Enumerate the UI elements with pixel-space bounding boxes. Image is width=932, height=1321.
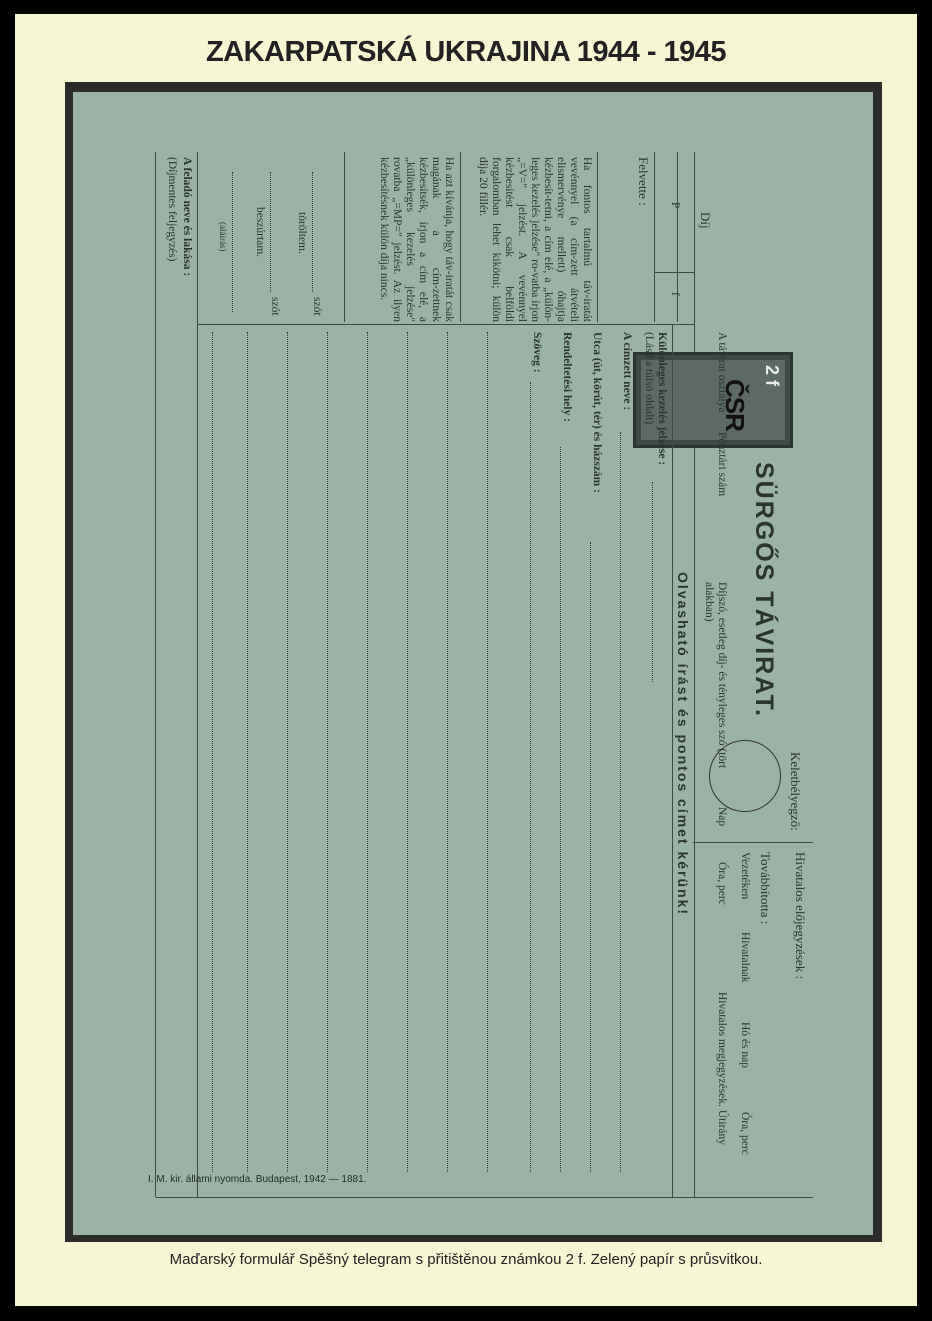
form-bottom-rule [155,152,156,1197]
keletbelyegzo-label: Keletbélyegző: [788,752,803,831]
stamp-value: 2 f [762,365,782,387]
nap-label: Nap [716,807,728,827]
telegram-form [73,92,873,1235]
note-rule [460,152,461,322]
pf-rule [654,152,655,322]
note2-rule [344,152,345,322]
p-label: P [669,202,681,209]
alairas-label: (aláírás) [218,222,228,252]
page-title: ZAKARPATSKÁ UKRAJINA 1944 - 1945 [205,36,727,68]
note-receipt: Ha fontos tartalmú táv-iratát vevénnyel (a cím-zett átvételi elismervénye mellett) óhajtja kézbesít-tetni, a cím elé, a „külön-leges kezelés jelzése" ro-vatba írjon „=V=" jelzést. A vevénnyel kézbesítést csak belföldi forgalomban lehet kikötni; külön díja 20 fillér. [477,157,593,322]
form-heading: SÜRGŐS TÁVIRAT. [750,462,778,718]
dijszo-label: Díjszó, esetleg díj- és tényleges szó (tört alakban) [703,582,728,769]
stamp-overprint: ČSR [720,379,750,431]
page-caption: Maďarský formulář Spěšný telegram s přitištěnou známkou 2 f. Zelený papír s průsvitkou. [169,1251,763,1268]
beszurtam-label: beszúrtam. [254,207,266,258]
pf-divider [655,272,695,273]
ora-perc-label: Óra, perc [716,862,728,905]
f-label: f [669,292,681,296]
felado-label: A feladó neve és lakása : [181,157,193,277]
toroltem-label: töröltem. [296,212,308,254]
ho-es-nap-label: Hó és nap [739,1022,751,1068]
szoveg-dots-7 [287,332,288,1172]
szot2-dots [270,172,271,292]
utca-label: Utca (út, körút, tér) és házszám : [591,332,603,493]
cimzett-label: A címzett neve : [621,332,633,411]
ora-perc2-label: Óra, perc [739,1112,751,1155]
felvette-label: Felvette : [636,157,651,206]
szoveg-dots-8 [247,332,248,1172]
tavirat-osztalya-label: A távirat osztálya [716,332,728,413]
dijmentes-label: (Díjmentes feljegyzés) [166,157,178,262]
szoveg-dots-5 [367,332,368,1172]
felvette-rule [597,152,598,322]
rendeltetesi-dots [560,447,561,1172]
form-top-rule [694,152,695,1197]
szoveg-dots-2 [487,332,488,1172]
penztari-label: Pénztári szám [716,432,728,497]
note-personal: Ha azt kívánja, hogy táv-iratát csak magának a cím-zettnek kézbesítsék, írjon a cím elé, a „különleges kezelés jelzése" rovatba „=MP=" jelzést. Az ilyen kézbesítésnek külön díja nincs. [378,157,455,322]
szoveg-label: Szöveg : [531,332,543,373]
szoveg-dots-9 [212,332,213,1172]
cimzett-dots [620,432,621,1172]
szot2-label: szót [269,297,281,316]
dij-rule [677,152,678,322]
left-col-divider [198,324,695,325]
olvashato-banner: Olvasható írást és pontos címet kérünk! [675,572,691,917]
szoveg-dots-3 [447,332,448,1172]
hivatalos-elojegyzesek-label: Hivatalos előjegyzések : [793,852,808,980]
form-rotated-content [143,152,808,1197]
right-header-divider [693,842,813,843]
printer-imprint: I. M. kir. állami nyomda. Budapest, 1942 — 1881. [148,1174,367,1185]
right-edge-rule [156,1197,813,1198]
hivatalos-megjegyzesek-label: Hivatalos megjegyzések. Útirány [716,992,728,1145]
szot-label: szót [311,297,323,316]
szot-dots [312,172,313,292]
vezeteken-label: Vezetéken [739,852,751,900]
lasd-label: (Lásd a túlsó oldalt) [643,332,655,425]
szoveg-dots-6 [327,332,328,1172]
hivatalnak-label: Hivatalnak [739,932,751,983]
banner-rule [672,324,673,1197]
felado-rule [197,152,198,1197]
rendeltetesi-label: Rendeltetési hely : [561,332,573,423]
alairas-dots [232,172,233,312]
kulonleges-label: Különleges kezelés jelzése : [656,332,668,466]
dij-label: Díj [698,212,713,229]
utca-dots [590,542,591,1172]
kulonleges-dots [652,482,653,682]
szoveg-dots-1 [530,382,531,1172]
tovabbitotta-label: Továbbította : [758,852,773,925]
szoveg-dots-4 [407,332,408,1172]
